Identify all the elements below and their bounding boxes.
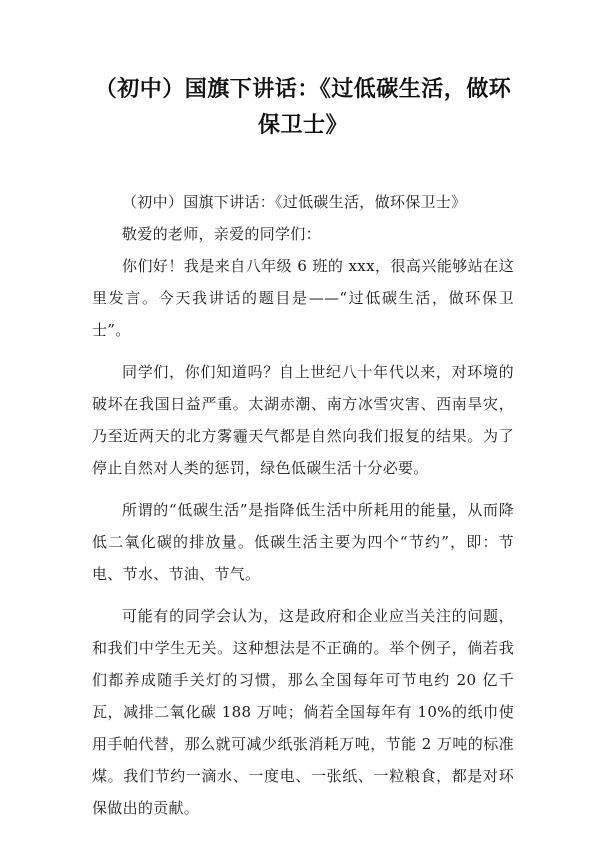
greeting: 敬爱的老师，亲爱的同学们：	[122, 225, 321, 243]
paragraph-2: 同学们，你们知道吗？自上世纪八十年代以来，对环境的破坏在我国日益严重。太湖赤潮、南方冰雪灾害、西南旱灾，乃至近两天的北方雾霾天气都是自然向我们报复的结果。为了停止自然对人类的惩罚，绿色低碳生活十分必要。	[92, 363, 514, 477]
paragraph-1: 你们好！我是来自八年级 6 班的 xxx，很高兴能够站在这里发言。今天我讲话的题目是——“过低碳生活，做环保卫士”。	[92, 257, 514, 339]
paragraph-4: 可能有的同学会认为，这是政府和企业应当关注的问题，和我们中学生无关。这种想法是不正确的。举个例子，倘若我们都养成随手关灯的习惯，那么全国每年可节电约 20 亿千瓦，减排二氧化碳 188 万吨；倘若全国每年有 10%的纸巾使用手帕代替，那么就可减少纸张消耗万吨，节能 2 万吨的标准煤。我们节约一滴水、一度电、一张纸、一粒粮食，都是对环保做出的贡献。	[92, 607, 514, 817]
document-title: （初中）国旗下讲话：《过低碳生活，做环保卫士》	[94, 77, 512, 138]
document-subtitle: （初中）国旗下讲话：《过低碳生活，做环保卫士》	[122, 193, 467, 211]
paragraph-3: 所谓的“低碳生活”是指降低生活中所耗用的能量，从而降低二氧化碳的排放量。低碳生活主要为四个“节约”，即：节电、节水、节油、节气。	[92, 501, 514, 583]
document-body	[92, 186, 514, 824]
